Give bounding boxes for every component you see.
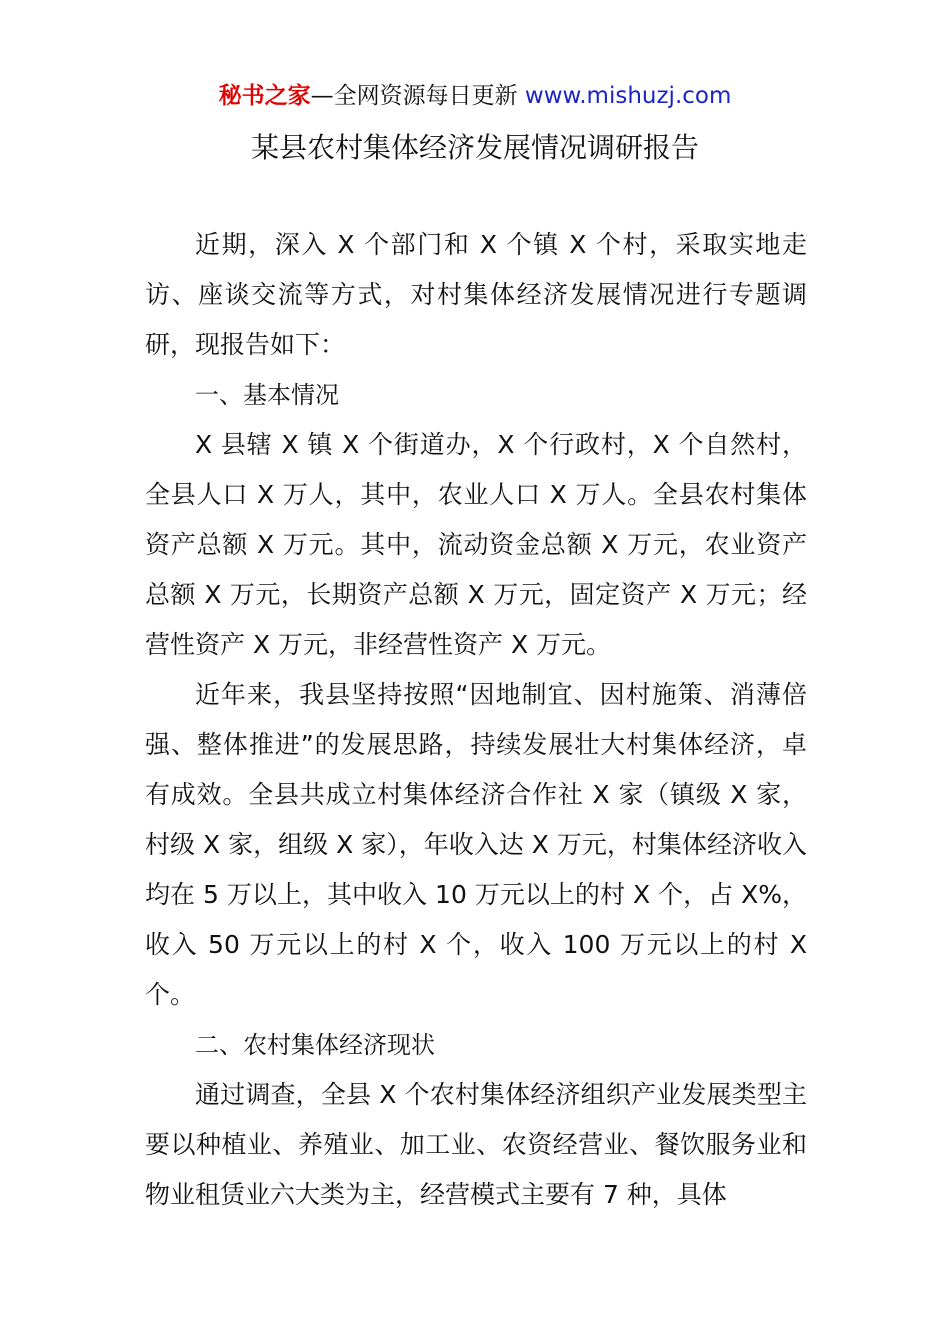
site-banner: [0, 80, 950, 112]
paragraph-recent-years: 近年来，我县坚持按照“因地制宜、因村施策、消薄倍强、整体推进”的发展思路，持续发展壮大村集体经济，卓有成效。全县共成立村集体经济合作社 X 家（镇级 X 家，村级 X 家，组级 X 家），年收入达 X 万元，村集体经济收入均在 5 万以上，其中收入 10 万元以上的村 X 个，占 X%，收入 50 万元以上的村 X 个，收入 100 万元以上的村 X 个。: [145, 680, 807, 1009]
paragraph-basic-info: X 县辖 X 镇 X 个街道办，X 个行政村，X 个自然村，全县人口 X 万人，其中，农业人口 X 万人。全县农村集体资产总额 X 万元。其中，流动资金总额 X 万元，农业资产总额 X 万元，长期资产总额 X 万元，固定资产 X 万元；经营性资产 X 万元，非经营性资产 X 万元。: [145, 430, 807, 659]
section-heading-status: 二、农村集体经济现状: [195, 1031, 435, 1059]
document-title: 某县农村集体经济发展情况调研报告: [250, 131, 699, 164]
banner-brand: 秘书之家: [218, 83, 311, 109]
paragraph-survey: 通过调查，全县 X 个农村集体经济组织产业发展类型主要以种植业、养殖业、加工业、农资经营业、餐饮服务业和物业租赁业六大类为主，经营模式主要有 7 种，具体: [145, 1080, 807, 1209]
banner-url-link[interactable]: www.mishuzj.com: [524, 83, 732, 109]
banner-tagline: —全网资源每日更新: [310, 83, 525, 109]
document-body: [145, 220, 807, 1220]
paragraph-intro: 近期，深入 X 个部门和 X 个镇 X 个村，采取实地走访、座谈交流等方式，对村集体经济发展情况进行专题调研，现报告如下：: [145, 230, 807, 359]
section-heading-basic: 一、基本情况: [195, 381, 339, 409]
